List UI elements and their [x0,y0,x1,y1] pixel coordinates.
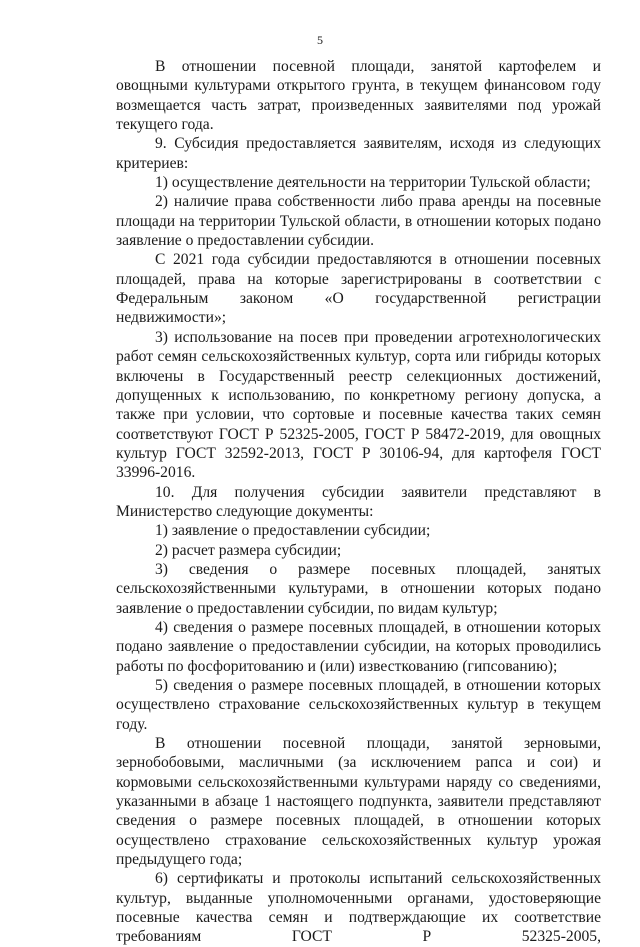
paragraph: 2) наличие права собственности либо права аренды на посевные площади на территории Тульской области, в отношении которых подано заявление о предоставлении субсидии. [116,193,601,250]
paragraph: 3) использование на посев при проведении агротехнологических работ семян сельскохозяйственных культур, сорта или гибриды которых включены в Государственный реестр селекционных достижений, допущенных к использованию, по конкретному региону допуска, а также при условии, что сортовые и посевные качества таких семян соответствуют ГОСТ Р 52325-2005, ГОСТ Р 58472-2019, для овощных культур ГОСТ 32592-2013, ГОСТ Р 30106-94, для картофеля ГОСТ 33996-2016. [116,328,601,482]
paragraph: 2) расчет размера субсидии; [155,541,342,559]
paragraph: 4) сведения о размере посевных площадей, в отношении которых подано заявление о предоставлении субсидии, на которых проводились работы по фосфоритованию и (или) известкованию (гипсованию); [116,618,601,675]
paragraph: 1) заявление о предоставлении субсидии; [155,522,431,540]
paragraph: 3) сведения о размере посевных площадей, занятых сельскохозяйственными культурами, в отношении которых подано заявление о предоставлении субсидии, по видам культур; [116,560,601,617]
paragraph: 10. Для получения субсидии заявители представляют в Министерство следующие документы: [116,483,601,520]
paragraph: 1) осуществление деятельности на территории Тульской области; [155,174,591,192]
document-body [116,57,601,947]
paragraph: В отношении посевной площади, занятой картофелем и овощными культурами открытого грунта, в текущем финансовом году возмещается часть затрат, произведенных заявителями под урожай текущего года. [116,58,601,134]
paragraph: С 2021 года субсидии предоставляются в отношении посевных площадей, права на которые зарегистрированы в соответствии с Федеральным законом «О государственной регистрации недвижимости»; [116,251,601,327]
paragraph: 5) сведения о размере посевных площадей, в отношении которых осуществлено страхование сельскохозяйственных культур в текущем году. [116,677,601,733]
paragraph: В отношении посевной площади, занятой зерновыми, зернобобовыми, масличными (за исключением рапса и сои) и кормовыми сельскохозяйственными культурами наряду со сведениями, указанными в абзаце 1 настоящего подпункта, заявители представляют сведения о размере посевных площадей, в отношении которых осуществлено страхование сельскохозяйственных культур урожая предыдущего года; [116,735,601,869]
page-number: 5 [317,33,323,47]
paragraph: 9. Субсидия предоставляется заявителям, исходя из следующих критериев: [116,135,601,172]
paragraph: 6) сертификаты и протоколы испытаний сельскохозяйственных культур, выданные уполномоченными органами, удостоверяющие посевные качества семян и подтверждающие их соответствие требованиям ГОСТ Р 52325-2005, [116,870,601,946]
